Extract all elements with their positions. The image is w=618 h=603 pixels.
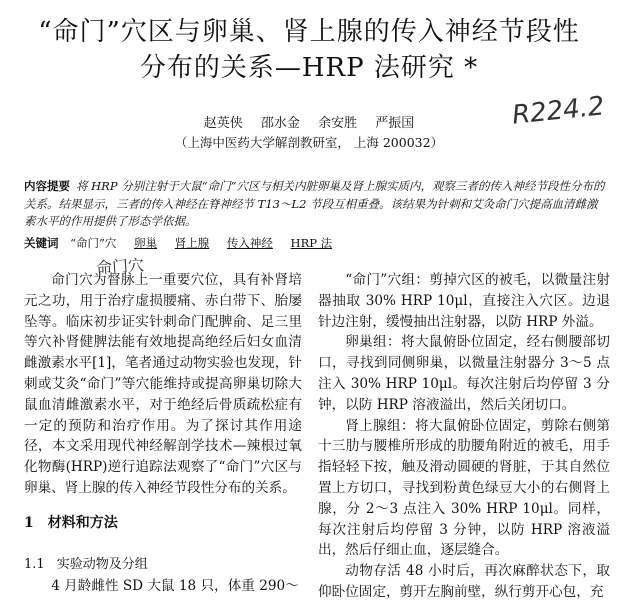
author-name: 赵英侠 [203, 116, 243, 131]
body-paragraph: 命门穴为督脉上一重要穴位，具有补肾培元之功，用于治疗虚损腰痛、赤白带下、胎屡坠等。临床初步证实针刺命门配脾俞、足三里等穴补肾健脾法能有效地提高绝经后妇女血清雌激素水平[1]，笔者通过动物实验也发现，针刺或艾灸“命门”等穴能维持或提高卵巢切除大鼠血清雌激素水平，对于绝经后骨质疏松症有一定的预防和治疗作用。为了探讨其作用途径，本文采用现代神经解剖学技术—辣根过氧化物酶(HRP)逆行追踪法观察了“命门”穴区与卵巢、肾上腺的传入神经节段性分布的关系。 [24, 272, 302, 496]
keywords-label: 关键词 [24, 236, 59, 250]
keyword: HRP 法 [290, 236, 333, 250]
keyword: “命门”穴 [70, 236, 117, 250]
body-column-right [318, 270, 610, 603]
author-name: 邵水金 [260, 116, 300, 131]
body-column-left [24, 270, 302, 499]
body-paragraph: 4 月龄雌性 SD 大鼠 18 只，体重 290～ [51, 578, 299, 594]
keyword: 传入神经 [226, 236, 273, 250]
abstract-label: 内容提要 [24, 179, 70, 193]
abstract [24, 178, 608, 231]
abstract-text: 将 HRP 分别注射于大鼠“命门”穴区与相关内脏卵巢及肾上腺实质内，观察三者的传入神经节段性分布的关系。结果显示，三者的传入神经在脊神经节 T13～L2 节段互相重叠。该结果为针刺和艾灸命门穴提高血清雌激素水平的作用提供了形态学依据。 [24, 179, 605, 228]
handwritten-classification-note: R224.2 [510, 91, 606, 131]
keywords [24, 235, 608, 251]
body-paragraph: 动物存活 48 小时后，再次麻醉状态下，取仰卧位固定，剪开左胸前壁，纵行剪开心包，充 [318, 563, 610, 600]
author-name: 余安胜 [318, 116, 358, 131]
subsection-heading [24, 553, 160, 572]
subsection-number: 1.1 [24, 557, 45, 572]
keyword: 卵巢 [134, 236, 158, 250]
section-number: 1 [24, 515, 34, 531]
handwritten-annotation: 命门穴 [95, 255, 145, 278]
keyword: 肾上腺 [174, 236, 210, 250]
body-paragraph: “命门”穴组：剪掉穴区的被毛，以微量注射器抽取 30% HRP 10μl，直接注入穴区。边退针边注射，缓慢抽出注射器，以防 HRP 外溢。 [318, 272, 610, 330]
title-line-1: “命门”穴区与卵巢、肾上腺的传入神经节段性 [38, 17, 580, 47]
subsection-title: 实验动物及分组 [56, 557, 148, 572]
author-name: 严振国 [375, 116, 415, 131]
paper-title [0, 14, 618, 86]
section-heading [24, 512, 132, 532]
title-line-2: 分布的关系—HRP 法研究 * [139, 53, 479, 83]
affiliation: （上海中医药大学解剖教研室， 上海 200032） [174, 135, 444, 150]
section-title: 材料和方法 [47, 515, 118, 531]
body-paragraph: 肾上腺组：将大鼠俯卧位固定，剪除右侧第十三肋与腰椎所形成的肋腰角附近的被毛，用手指轻轻下按，触及滑动圆硬的肾脏，于其自然位置上方切口，寻找到粉黄色绿豆大小的右侧肾上腺，分 2～3 点注入 30% HRP 10μl。同样，每次注射后均停留 3 分钟，以防 HRP 溶液溢出，然后仔细止血，逐层缝合。 [318, 417, 610, 559]
body-paragraph: 卵巢组：将大鼠俯卧位固定，经右侧腰部切口，寻找到同侧卵巢，以微量注射器分 3～5 点注入 30% HRP 10μl。每次注射后均停留 3 分钟，以防 HRP 溶液溢出，然后关闭切口。 [318, 334, 610, 413]
